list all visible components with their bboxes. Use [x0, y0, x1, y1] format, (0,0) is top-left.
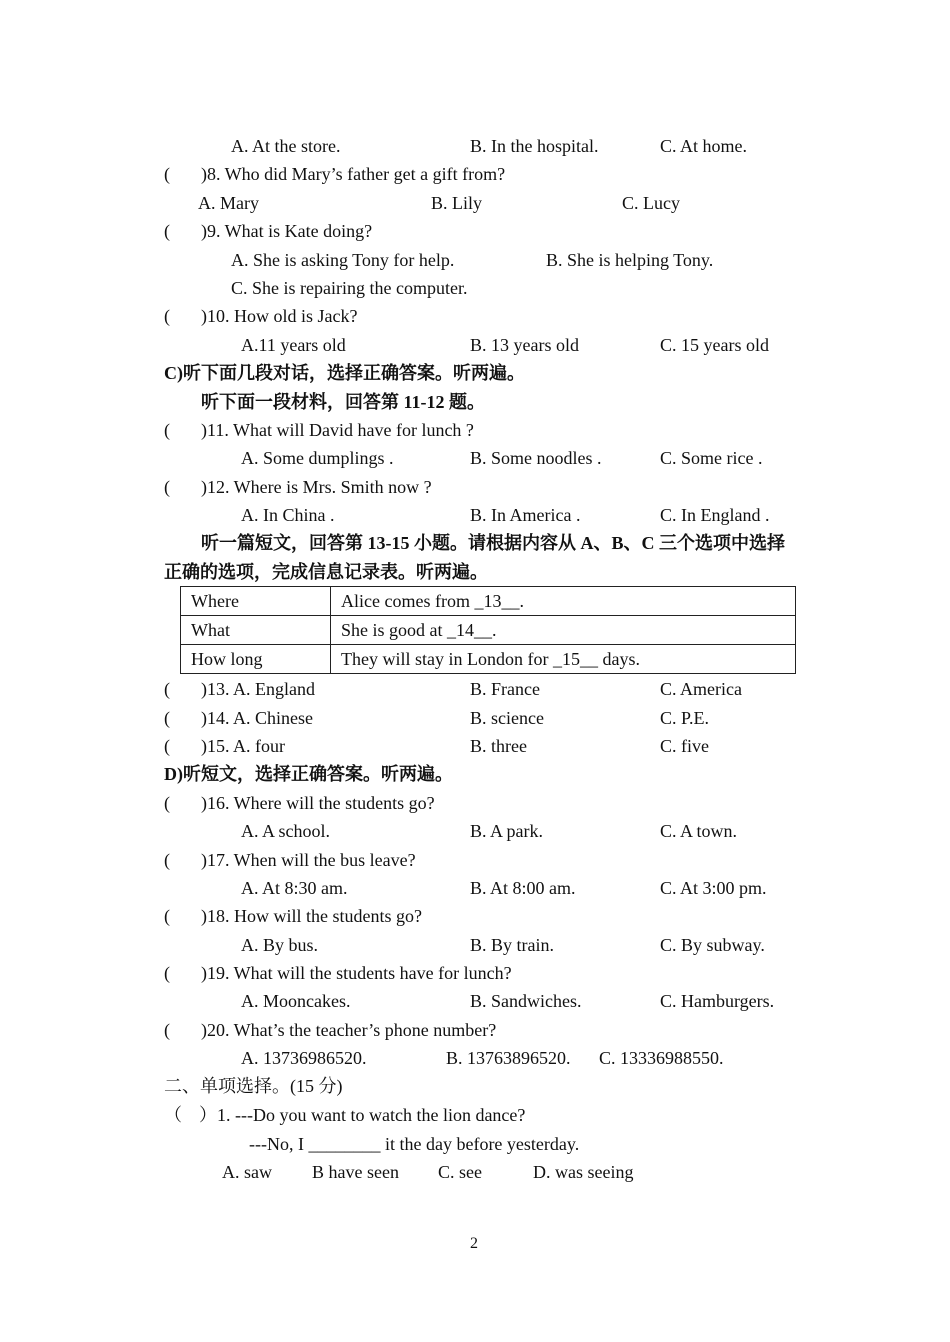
- q12-paren: (: [164, 477, 170, 497]
- row-label: How long: [181, 645, 331, 674]
- q10-paren: (: [164, 306, 170, 326]
- q20-option-b: B. 13763896520.: [446, 1048, 571, 1068]
- q9-option-b: B. She is helping Tony.: [546, 250, 714, 270]
- q18-option-c: C. By subway.: [660, 935, 765, 955]
- table-row: [181, 616, 796, 645]
- row-text: Alice comes from: [341, 591, 475, 611]
- q15-option-c: C. five: [660, 736, 709, 756]
- row-content: [331, 616, 796, 645]
- mc1-question: ）1. ---Do you want to watch the lion dance?: [199, 1105, 526, 1125]
- q14-paren: (: [164, 708, 170, 728]
- q20-option-a: A. 13736986520.: [241, 1048, 367, 1068]
- mc1-paren: （: [164, 1105, 182, 1125]
- blank-13: _13__: [474, 591, 520, 611]
- q7-option-a: A. At the store.: [231, 136, 341, 156]
- q13-option-c: C. America: [660, 679, 742, 699]
- q14-option-b: B. science: [470, 708, 544, 728]
- q16-option-b: B. A park.: [470, 821, 544, 841]
- q18-option-b: B. By train.: [470, 935, 554, 955]
- q19-option-b: B. Sandwiches.: [470, 991, 582, 1011]
- row-text: She is good at: [341, 620, 447, 640]
- q13-paren: (: [164, 679, 170, 699]
- q11-option-b: B. Some noodles .: [470, 448, 602, 468]
- q17-option-b: B. At 8:00 am.: [470, 878, 576, 898]
- q11-option-a: A. Some dumplings .: [241, 448, 394, 468]
- q9-paren: (: [164, 221, 170, 241]
- q8-option-b: B. Lily: [431, 193, 483, 213]
- q16-option-a: A. A school.: [241, 821, 331, 841]
- section-c-title: C)听下面几段对话，选择正确答案。听两遍。: [164, 363, 525, 383]
- q11-question: )11. What will David have for lunch ?: [201, 420, 474, 440]
- q12-option-a: A. In China .: [241, 505, 335, 525]
- row-label: Where: [181, 587, 331, 616]
- q10-option-a: A.11 years old: [241, 335, 346, 355]
- mc1-option-a: A. saw: [222, 1162, 272, 1182]
- section-c-subtitle: 听下面一段材料，回答第 11-12 题。: [201, 392, 485, 412]
- part2-title: 二、单项选择。(15 分): [164, 1076, 343, 1096]
- q18-option-a: A. By bus.: [241, 935, 319, 955]
- q11-paren: (: [164, 420, 170, 440]
- table-row: [181, 645, 796, 674]
- blank-15: _15__: [552, 649, 598, 669]
- q13-question: )13. A. England: [201, 679, 315, 699]
- q20-option-c: C. 13336988550.: [599, 1048, 724, 1068]
- q17-paren: (: [164, 850, 170, 870]
- q14-option-c: C. P.E.: [660, 708, 710, 728]
- q10-option-b: B. 13 years old: [470, 335, 579, 355]
- row-label: What: [181, 616, 331, 645]
- row-text: They will stay in London for: [341, 649, 553, 669]
- q8-question: )8. Who did Mary’s father get a gift from?: [201, 164, 506, 184]
- blank-14: _14__: [447, 620, 492, 640]
- q10-question: )10. How old is Jack?: [201, 306, 358, 326]
- q19-option-a: A. Mooncakes.: [241, 991, 351, 1011]
- q7-option-c: C. At home.: [660, 136, 748, 156]
- q17-option-a: A. At 8:30 am.: [241, 878, 348, 898]
- q12-question: )12. Where is Mrs. Smith now ?: [201, 477, 432, 497]
- q18-paren: (: [164, 906, 170, 926]
- q8-paren: (: [164, 164, 170, 184]
- q17-question: )17. When will the bus leave?: [201, 850, 416, 870]
- q15-question: )15. A. four: [201, 736, 285, 756]
- q18-question: )18. How will the students go?: [201, 906, 422, 926]
- mc1-option-d: D. was seeing: [533, 1162, 634, 1182]
- q12-option-c: C. In England .: [660, 505, 770, 525]
- info-record-table: [180, 586, 796, 674]
- q7-option-b: B. In the hospital.: [470, 136, 599, 156]
- q14-question: )14. A. Chinese: [201, 708, 313, 728]
- row-content: [331, 587, 796, 616]
- q10-option-c: C. 15 years old: [660, 335, 769, 355]
- q13-option-b: B. France: [470, 679, 540, 699]
- passage-instruction-line1: 听一篇短文，回答第 13-15 小题。请根据内容从 A、B、C 三个选项中选择: [201, 533, 785, 553]
- q15-option-b: B. three: [470, 736, 527, 756]
- mc1-option-b: B have seen: [312, 1162, 399, 1182]
- q19-paren: (: [164, 963, 170, 983]
- q16-option-c: C. A town.: [660, 821, 738, 841]
- q16-question: )16. Where will the students go?: [201, 793, 435, 813]
- row-text-end: .: [519, 591, 524, 611]
- q17-option-c: C. At 3:00 pm.: [660, 878, 767, 898]
- q12-option-b: B. In America .: [470, 505, 581, 525]
- q9-question: )9. What is Kate doing?: [201, 221, 373, 241]
- passage-instruction-line2: 正确的选项，完成信息记录表。听两遍。: [164, 562, 488, 582]
- row-text-end: .: [492, 620, 497, 640]
- q9-option-c: C. She is repairing the computer.: [231, 278, 468, 298]
- q20-paren: (: [164, 1020, 170, 1040]
- page-number: 2: [470, 1235, 478, 1252]
- q8-option-c: C. Lucy: [622, 193, 680, 213]
- mc1-response: ---No, I ________ it the day before yesterday.: [249, 1134, 580, 1154]
- q8-option-a: A. Mary: [198, 193, 259, 213]
- q9-option-a: A. She is asking Tony for help.: [231, 250, 455, 270]
- section-d-title: D)听短文，选择正确答案。听两遍。: [164, 764, 453, 784]
- q11-option-c: C. Some rice .: [660, 448, 763, 468]
- q19-question: )19. What will the students have for lunch?: [201, 963, 512, 983]
- q16-paren: (: [164, 793, 170, 813]
- q15-paren: (: [164, 736, 170, 756]
- row-text-end: days.: [597, 649, 640, 669]
- mc1-option-c: C. see: [438, 1162, 482, 1182]
- table-row: [181, 587, 796, 616]
- row-content: [331, 645, 796, 674]
- q20-question: )20. What’s the teacher’s phone number?: [201, 1020, 497, 1040]
- q19-option-c: C. Hamburgers.: [660, 991, 775, 1011]
